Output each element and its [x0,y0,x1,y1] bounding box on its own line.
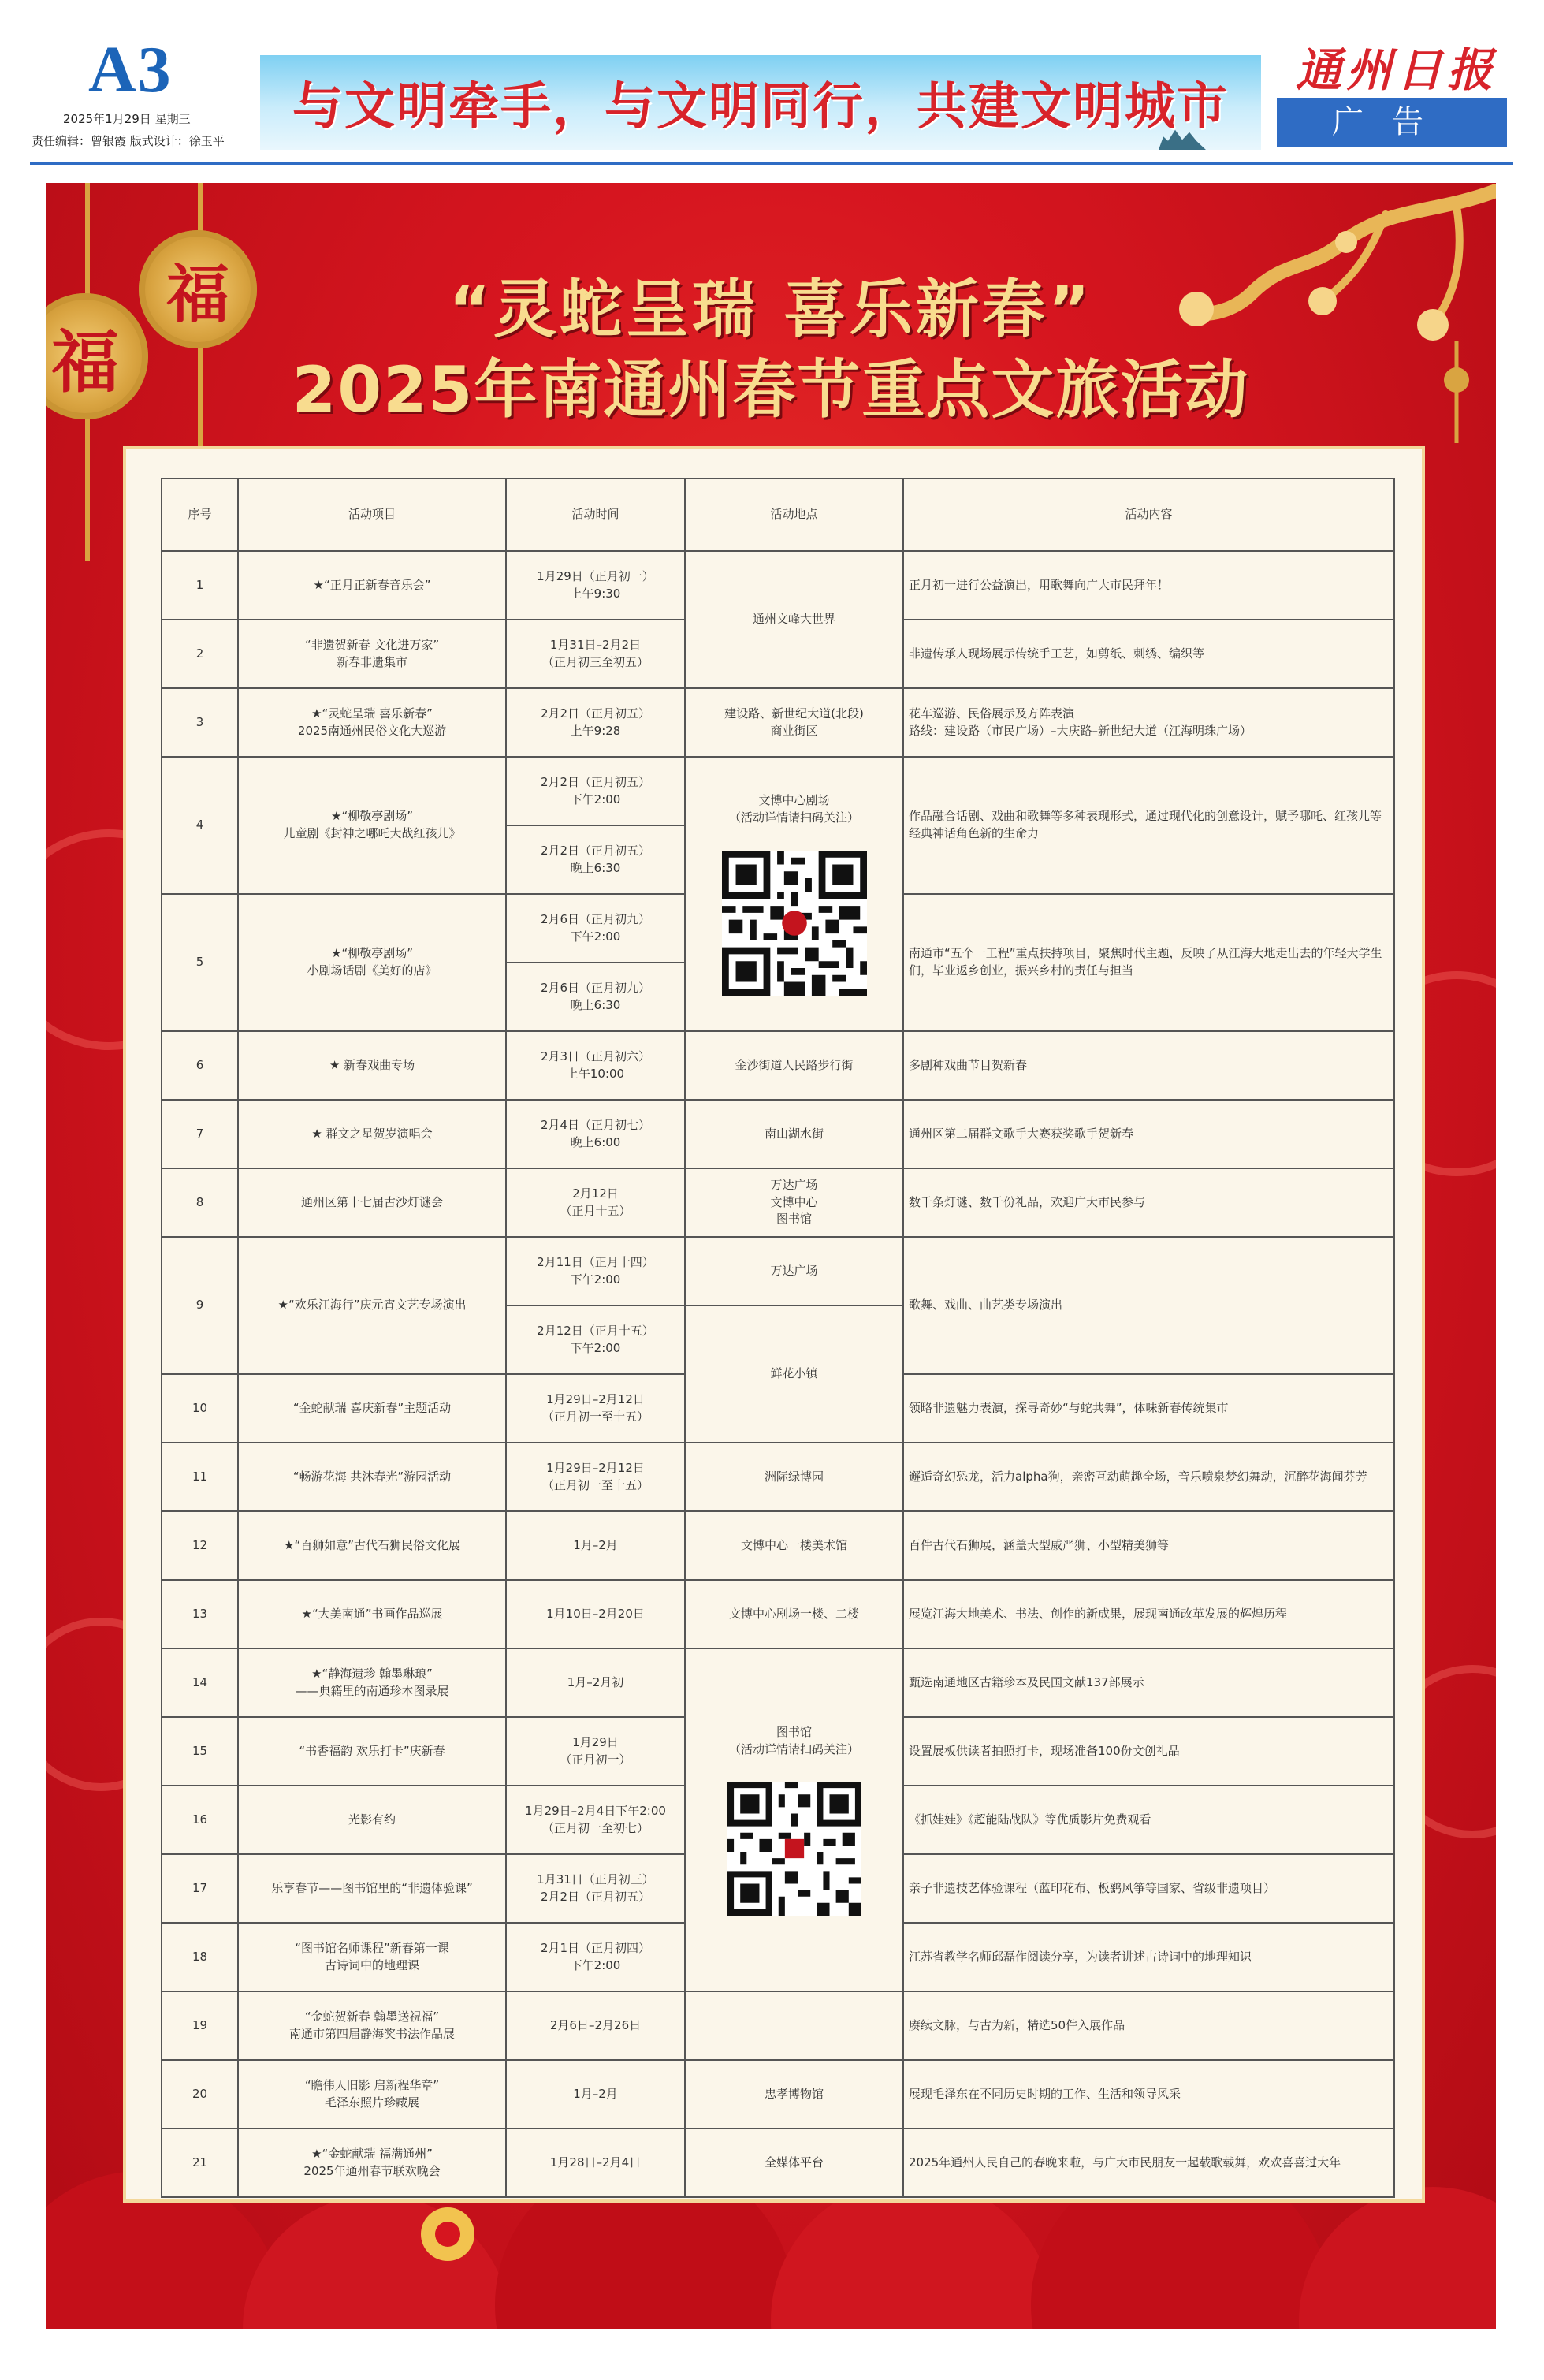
activity-venue [685,1991,903,2060]
row-number: 21 [162,2129,238,2197]
activity-venue: 万达广场 [685,1237,903,1305]
poster-subtitle: 2025年南通州春节重点文旅活动 [292,353,1250,426]
activity-content: 设置展板供读者拍照打卡，现场准备100份文创礼品 [903,1717,1394,1786]
activity-time: 1月–2月 [506,2060,685,2129]
activity-content: 数千条灯谜、数千份礼品，欢迎广大市民参与 [903,1168,1394,1237]
activity-time: 1月31日–2月2日 （正月初三至初五） [506,620,685,688]
row-number: 11 [162,1443,238,1511]
qr-code-icon[interactable] [727,1782,861,1916]
row-number: 17 [162,1854,238,1923]
activity-name: “瞻伟人旧影 启新程华章” 毛泽东照片珍藏展 [238,2060,506,2129]
activity-time: 2月12日（正月十五） 下午2:00 [506,1305,685,1374]
activity-content: 多剧种戏曲节目贺新春 [903,1031,1394,1100]
poster-title: “灵蛇呈瑞 喜乐新春” [448,273,1093,346]
row-number: 8 [162,1168,238,1237]
qr-code-icon[interactable] [722,851,867,996]
activity-content: 展览江海大地美术、书法、创作的新成果，展现南通改革发展的辉煌历程 [903,1580,1394,1648]
activity-venue: 南山湖水街 [685,1100,903,1168]
editor-credits: 责任编辑：曾银霞 版式设计：徐玉平 [32,134,225,148]
activity-venue-with-qr [685,1648,903,1991]
activity-name: “金蛇贺新春 翰墨送祝福” 南通市第四届静海奖书法作品展 [238,1991,506,2060]
activity-content: 亲子非遗技艺体验课程（蓝印花布、板鹞风筝等国家、省级非遗项目） [903,1854,1394,1923]
activity-time: 1月29日 （正月初一） [506,1717,685,1786]
table-row [162,2060,1394,2129]
header-content: 活动内容 [903,479,1394,551]
table-row [162,1991,1394,2060]
row-number: 3 [162,688,238,757]
activity-name: ★“欢乐江海行”庆元宵文艺专场演出 [238,1237,506,1374]
row-number: 14 [162,1648,238,1717]
advertisement-poster [46,183,1496,2329]
activity-content: 赓续文脉，与古为新，精选50件入展作品 [903,1991,1394,2060]
section-label: 广告 [1277,98,1507,147]
activity-venue: 建设路、新世纪大道(北段) 商业街区 [685,688,903,757]
table-row [162,1100,1394,1168]
table-header-row [162,479,1394,551]
activity-name: 通州区第十七届古沙灯谜会 [238,1168,506,1237]
fu-character: 福 [51,322,119,402]
activity-content: 花车巡游、民俗展示及方阵表演 路线：建设路（市民广场）–大庆路–新世纪大道（江海明珠广场） [903,688,1394,757]
activity-content: 邂逅奇幻恐龙，活力alpha狗，亲密互动萌趣全场，音乐喷泉梦幻舞动，沉醉花海闻芬芳 [903,1443,1394,1511]
table-row [162,1168,1394,1237]
row-number: 19 [162,1991,238,2060]
table-row [162,1443,1394,1511]
activity-time: 1月29日–2月12日 （正月初一至十五） [506,1374,685,1443]
row-number: 9 [162,1237,238,1374]
activity-time: 1月29日–2月12日 （正月初一至十五） [506,1443,685,1511]
activity-content: 南通市“五个一工程”重点扶持项目，聚焦时代主题，反映了从江海大地走出去的年轻大学生们，毕业返乡创业，振兴乡村的责任与担当 [903,894,1394,1031]
activity-time: 1月10日–2月20日 [506,1580,685,1648]
activity-time: 1月29日–2月4日下午2:00 （正月初一至初七） [506,1786,685,1854]
activity-table-card [123,446,1425,2203]
activity-time: 1月–2月 [506,1511,685,1580]
activity-name: ★ 新春戏曲专场 [238,1031,506,1100]
activity-name: 乐享春节——图书馆里的“非遗体验课” [238,1854,506,1923]
activity-venue: 文博中心剧场 （活动详情请扫码关注） [728,793,859,825]
row-number: 5 [162,894,238,1031]
civilization-banner [260,55,1261,150]
row-number: 13 [162,1580,238,1648]
table-row [162,1580,1394,1648]
table-row [162,688,1394,757]
activity-content: 正月初一进行公益演出，用歌舞向广大市民拜年！ [903,551,1394,620]
table-row [162,551,1394,620]
activity-name: ★“大美南通”书画作品巡展 [238,1580,506,1648]
activity-venue: 洲际绿博园 [685,1443,903,1511]
activity-time: 2月2日（正月初五） 晚上6:30 [506,825,685,894]
header-item: 活动项目 [238,479,506,551]
activity-time: 1月–2月初 [506,1648,685,1717]
row-number: 16 [162,1786,238,1854]
page-number: A3 [88,33,173,106]
activity-table [161,478,1395,2198]
row-number: 4 [162,757,238,894]
activity-time: 2月12日 （正月十五） [506,1168,685,1237]
table-row [162,1237,1394,1305]
row-number: 20 [162,2060,238,2129]
activity-content: 展现毛泽东在不同历史时期的工作、生活和领导风采 [903,2060,1394,2129]
activity-content: 百件古代石狮展，涵盖大型威严狮、小型精美狮等 [903,1511,1394,1580]
activity-content: 非遗传承人现场展示传统手工艺，如剪纸、刺绣、编织等 [903,620,1394,688]
activity-content: 通州区第二届群文歌手大赛获奖歌手贺新春 [903,1100,1394,1168]
header-no: 序号 [162,479,238,551]
banner-slogan: 与文明牵手，与文明同行，共建文明城市 [292,77,1229,136]
activity-name: “图书馆名师课程”新春第一课 古诗词中的地理课 [238,1923,506,1991]
row-number: 10 [162,1374,238,1443]
row-number: 18 [162,1923,238,1991]
activity-time: 2月2日（正月初五） 上午9:28 [506,688,685,757]
table-row [162,757,1394,825]
publication-date: 2025年1月29日 星期三 [63,112,191,126]
activity-time: 1月31日（正月初三） 2月2日（正月初五） [506,1854,685,1923]
tassel-icon [85,419,90,561]
activity-name: ★“静海遗珍 翰墨琳琅” ——典籍里的南通珍本图录展 [238,1648,506,1717]
activity-name: ★“灵蛇呈瑞 喜乐新春” 2025南通州民俗文化大巡游 [238,688,506,757]
activity-time: 2月6日（正月初九） 下午2:00 [506,894,685,963]
activity-name: ★“金蛇献瑞 福满通州” 2025年通州春节联欢晚会 [238,2129,506,2197]
activity-name: ★ 群文之星贺岁演唱会 [238,1100,506,1168]
activity-venue-with-qr [685,757,903,1031]
activity-content: 甄选南通地区古籍珍本及民国文献137部展示 [903,1648,1394,1717]
activity-content: 作品融合话剧、戏曲和歌舞等多种表现形式，通过现代化的创意设计，赋予哪吒、红孩儿等经典神话角色新的生命力 [903,757,1394,894]
table-row [162,1648,1394,1717]
activity-time: 2月4日（正月初七） 晚上6:00 [506,1100,685,1168]
activity-name: ★“正月正新春音乐会” [238,551,506,620]
row-number: 15 [162,1717,238,1786]
activity-venue: 忠孝博物馆 [685,2060,903,2129]
activity-time: 1月28日–2月4日 [506,2129,685,2197]
activity-venue: 通州文峰大世界 [685,551,903,688]
activity-time: 2月2日（正月初五） 下午2:00 [506,757,685,825]
table-row [162,1511,1394,1580]
row-number: 7 [162,1100,238,1168]
activity-content: 《抓娃娃》《超能陆战队》等优质影片免费观看 [903,1786,1394,1854]
row-number: 1 [162,551,238,620]
table-row [162,2129,1394,2197]
activity-content: 领略非遗魅力表演，探寻奇妙“与蛇共舞”，体味新春传统集市 [903,1374,1394,1443]
header-venue: 活动地点 [685,479,903,551]
activity-name: ★“柳敬亭剧场” 儿童剧《封神之哪吒大战红孩儿》 [238,757,506,894]
activity-time: 2月3日（正月初六） 上午10:00 [506,1031,685,1100]
activity-content: 2025年通州人民自己的春晚来啦，与广大市民朋友一起载歌载舞，欢欢喜喜过大年 [903,2129,1394,2197]
header-divider [30,162,1513,165]
header-time: 活动时间 [506,479,685,551]
activity-time: 1月29日（正月初一） 上午9:30 [506,551,685,620]
activity-name: ★“百狮如意”古代石狮民俗文化展 [238,1511,506,1580]
activity-name: 光影有约 [238,1786,506,1854]
activity-venue: 全媒体平台 [685,2129,903,2197]
fu-character: 福 [166,257,229,332]
row-number: 2 [162,620,238,688]
activity-name: ★“柳敬亭剧场” 小剧场话剧《美好的店》 [238,894,506,1031]
activity-time: 2月6日–2月26日 [506,1991,685,2060]
activity-venue: 文博中心剧场一楼、二楼 [685,1580,903,1648]
newspaper-logo: 通州日报 [1295,43,1497,97]
activity-time: 2月1日（正月初四） 下午2:00 [506,1923,685,1991]
activity-venue: 文博中心一楼美术馆 [685,1511,903,1580]
activity-content: 歌舞、戏曲、曲艺类专场演出 [903,1237,1394,1374]
row-number: 6 [162,1031,238,1100]
activity-venue: 万达广场 文博中心 图书馆 [685,1168,903,1237]
row-number: 12 [162,1511,238,1580]
activity-venue: 金沙街道人民路步行街 [685,1031,903,1100]
activity-time: 2月6日（正月初九） 晚上6:30 [506,963,685,1031]
table-row [162,1031,1394,1100]
activity-name: “畅游花海 共沐春光”游园活动 [238,1443,506,1511]
activity-name: “书香福韵 欢乐打卡”庆新春 [238,1717,506,1786]
activity-name: “金蛇献瑞 喜庆新春”主题活动 [238,1374,506,1443]
activity-name: “非遗贺新春 文化进万家” 新春非遗集市 [238,620,506,688]
activity-venue: 鲜花小镇 [685,1305,903,1443]
activity-time: 2月11日（正月十四） 下午2:00 [506,1237,685,1305]
masthead [0,0,1544,169]
activity-content: 江苏省教学名师邱磊作阅读分享，为读者讲述古诗词中的地理知识 [903,1923,1394,1991]
activity-venue: 图书馆 （活动详情请扫码关注） [728,1724,859,1756]
